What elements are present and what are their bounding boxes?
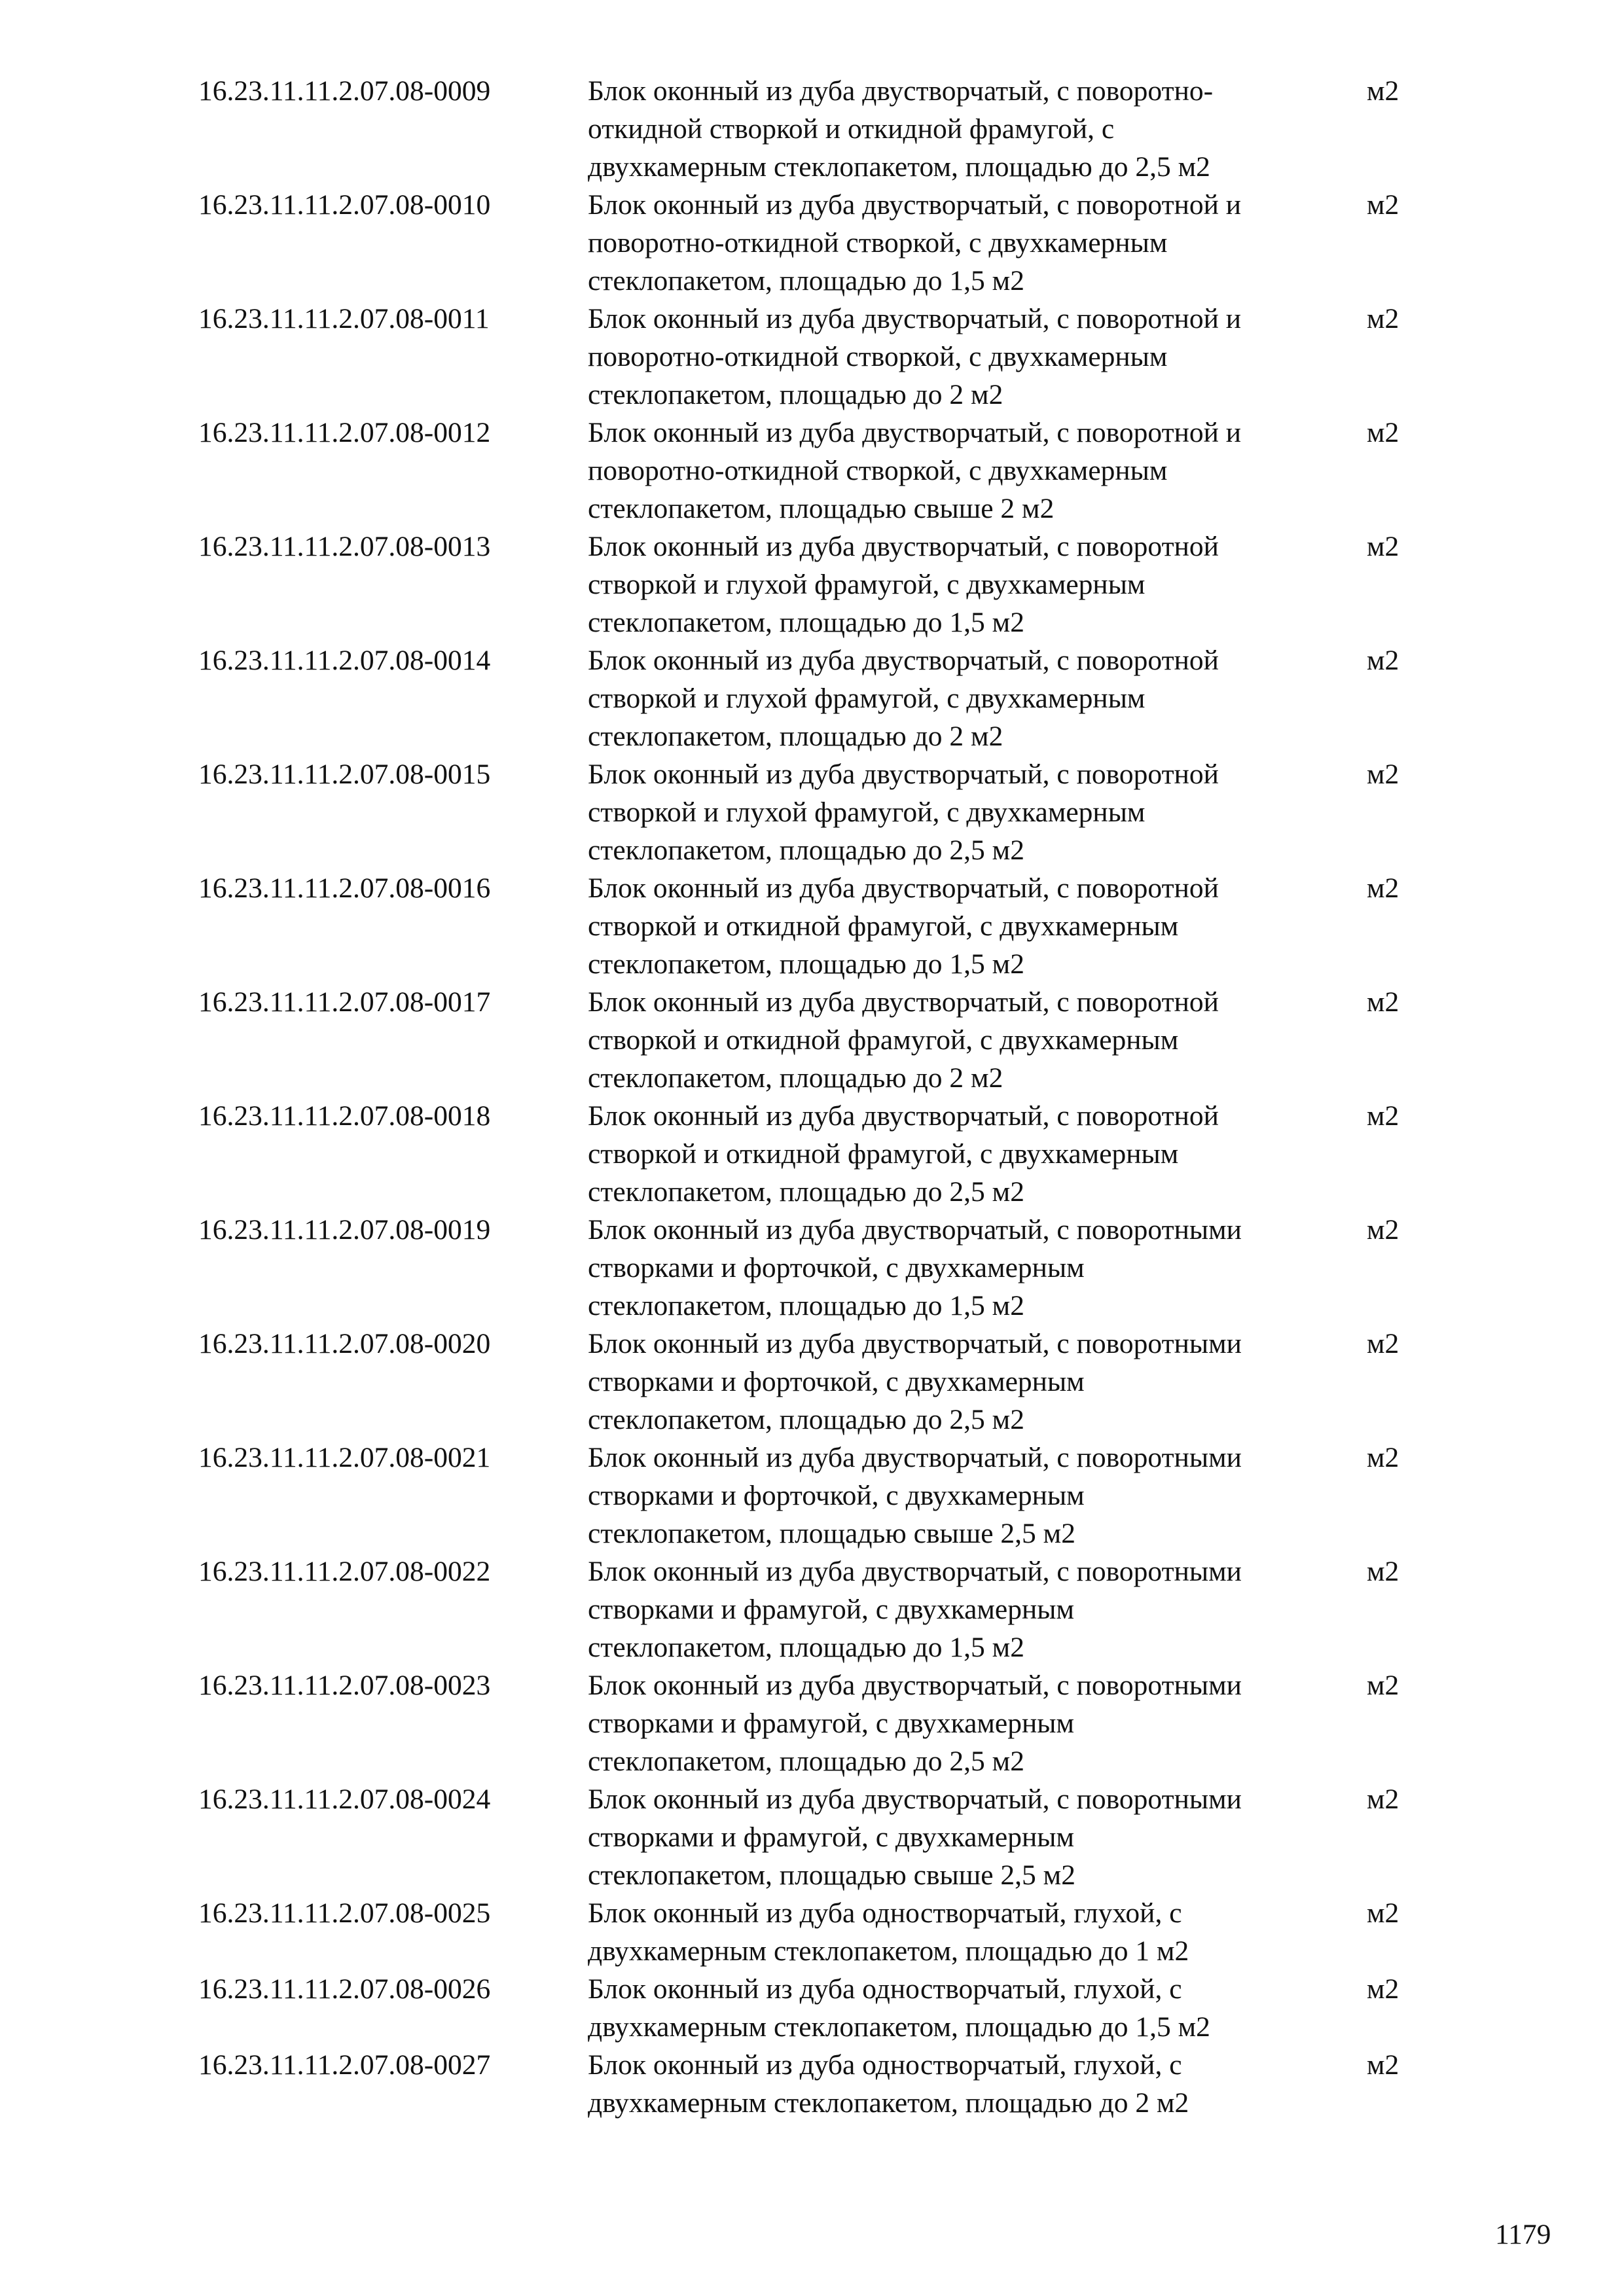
item-code: 16.23.11.11.2.07.08-0027 xyxy=(198,2049,491,2081)
description-line: стеклопакетом, площадью свыше 2 м2 xyxy=(588,493,1055,524)
table-row xyxy=(0,641,1624,755)
description-line: Блок оконный из дуба двустворчатый, с поворотной xyxy=(588,986,1219,1018)
item-code: 16.23.11.11.2.07.08-0013 xyxy=(198,531,491,562)
item-unit: м2 xyxy=(1367,759,1399,790)
description-line: стеклопакетом, площадью до 2 м2 xyxy=(588,721,1003,752)
description-line: двухкамерным стеклопакетом, площадью до 2,5 м2 xyxy=(588,151,1210,183)
description-line: створкой и глухой фрамугой, с двухкамерным xyxy=(588,683,1146,714)
item-code: 16.23.11.11.2.07.08-0026 xyxy=(198,1973,491,2005)
item-description xyxy=(588,528,1360,641)
item-description xyxy=(588,1894,1360,1970)
item-unit: м2 xyxy=(1367,872,1399,904)
item-code: 16.23.11.11.2.07.08-0017 xyxy=(198,986,491,1018)
item-unit: м2 xyxy=(1367,1100,1399,1132)
item-code: 16.23.11.11.2.07.08-0012 xyxy=(198,417,491,448)
table-row xyxy=(0,528,1624,641)
description-line: створкой и глухой фрамугой, с двухкамерным xyxy=(588,797,1146,828)
item-unit: м2 xyxy=(1367,986,1399,1018)
description-line: Блок оконный из дуба двустворчатый, с поворотной и xyxy=(588,303,1242,334)
item-unit: м2 xyxy=(1367,417,1399,448)
description-line: створками и форточкой, с двухкамерным xyxy=(588,1480,1085,1511)
item-unit: м2 xyxy=(1367,1556,1399,1587)
description-line: стеклопакетом, площадью до 1,5 м2 xyxy=(588,607,1024,638)
item-description xyxy=(588,1211,1360,1325)
table-row xyxy=(0,869,1624,983)
description-line: поворотно-откидной створкой, с двухкамерным xyxy=(588,227,1168,259)
table-row xyxy=(0,1439,1624,1552)
item-description xyxy=(588,1970,1360,2046)
item-unit: м2 xyxy=(1367,1328,1399,1359)
description-line: Блок оконный из дуба двустворчатый, с поворотными xyxy=(588,1784,1242,1815)
item-code: 16.23.11.11.2.07.08-0025 xyxy=(198,1897,491,1929)
description-line: стеклопакетом, площадью до 1,5 м2 xyxy=(588,1632,1024,1663)
description-line: Блок оконный из дуба двустворчатый, с поворотной xyxy=(588,531,1219,562)
item-code: 16.23.11.11.2.07.08-0015 xyxy=(198,759,491,790)
description-line: створками и форточкой, с двухкамерным xyxy=(588,1252,1085,1283)
item-code: 16.23.11.11.2.07.08-0020 xyxy=(198,1328,491,1359)
table-row xyxy=(0,186,1624,300)
description-line: створками и форточкой, с двухкамерным xyxy=(588,1366,1085,1397)
description-line: створкой и откидной фрамугой, с двухкамерным xyxy=(588,1138,1179,1170)
description-line: стеклопакетом, площадью до 2,5 м2 xyxy=(588,1746,1024,1777)
table-row xyxy=(0,1211,1624,1325)
item-unit: м2 xyxy=(1367,1973,1399,2005)
item-code: 16.23.11.11.2.07.08-0024 xyxy=(198,1784,491,1815)
description-line: стеклопакетом, площадью до 1,5 м2 xyxy=(588,948,1024,980)
description-line: створкой и откидной фрамугой, с двухкамерным xyxy=(588,1024,1179,1056)
item-unit: м2 xyxy=(1367,1670,1399,1701)
item-code: 16.23.11.11.2.07.08-0010 xyxy=(198,189,491,221)
item-description xyxy=(588,1439,1360,1552)
item-description xyxy=(588,186,1360,300)
item-description xyxy=(588,1780,1360,1894)
description-line: поворотно-откидной створкой, с двухкамерным xyxy=(588,341,1168,372)
table-row xyxy=(0,1666,1624,1780)
table-row xyxy=(0,983,1624,1097)
description-line: Блок оконный из дуба одностворчатый, глухой, с xyxy=(588,2049,1182,2081)
description-line: откидной створкой и откидной фрамугой, с xyxy=(588,113,1115,145)
description-line: створками и фрамугой, с двухкамерным xyxy=(588,1594,1075,1625)
description-line: Блок оконный из дуба двустворчатый, с поворотными xyxy=(588,1214,1242,1246)
item-description xyxy=(588,869,1360,983)
item-code: 16.23.11.11.2.07.08-0018 xyxy=(198,1100,491,1132)
description-line: стеклопакетом, площадью до 1,5 м2 xyxy=(588,1290,1024,1321)
description-line: створкой и глухой фрамугой, с двухкамерным xyxy=(588,569,1146,600)
description-line: Блок оконный из дуба двустворчатый, с поворотно- xyxy=(588,75,1214,107)
description-line: стеклопакетом, площадью свыше 2,5 м2 xyxy=(588,1859,1075,1891)
table-row xyxy=(0,1325,1624,1439)
item-code: 16.23.11.11.2.07.08-0019 xyxy=(198,1214,491,1246)
table-row xyxy=(0,1970,1624,2046)
price-list-table xyxy=(0,72,1624,2122)
item-unit: м2 xyxy=(1367,645,1399,676)
item-description xyxy=(588,1097,1360,1211)
item-unit: м2 xyxy=(1367,1897,1399,1929)
description-line: стеклопакетом, площадью до 2,5 м2 xyxy=(588,834,1024,866)
description-line: стеклопакетом, площадью до 2,5 м2 xyxy=(588,1176,1024,1208)
item-description xyxy=(588,1325,1360,1439)
description-line: створкой и откидной фрамугой, с двухкамерным xyxy=(588,910,1179,942)
description-line: Блок оконный из дуба двустворчатый, с поворотной xyxy=(588,759,1219,790)
table-row xyxy=(0,2046,1624,2122)
description-line: Блок оконный из дуба двустворчатый, с поворотной и xyxy=(588,417,1242,448)
description-line: двухкамерным стеклопакетом, площадью до 2 м2 xyxy=(588,2087,1189,2119)
item-description xyxy=(588,2046,1360,2122)
item-unit: м2 xyxy=(1367,189,1399,221)
table-row xyxy=(0,1097,1624,1211)
description-line: створками и фрамугой, с двухкамерным xyxy=(588,1708,1075,1739)
description-line: Блок оконный из дуба двустворчатый, с поворотной и xyxy=(588,189,1242,221)
table-row xyxy=(0,1894,1624,1970)
item-unit: м2 xyxy=(1367,1784,1399,1815)
description-line: Блок оконный из дуба двустворчатый, с поворотными xyxy=(588,1442,1242,1473)
description-line: Блок оконный из дуба двустворчатый, с поворотной xyxy=(588,645,1219,676)
item-code: 16.23.11.11.2.07.08-0022 xyxy=(198,1556,491,1587)
description-line: поворотно-откидной створкой, с двухкамерным xyxy=(588,455,1168,486)
item-description xyxy=(588,755,1360,869)
description-line: Блок оконный из дуба двустворчатый, с поворотными xyxy=(588,1556,1242,1587)
item-code: 16.23.11.11.2.07.08-0009 xyxy=(198,75,491,107)
table-row xyxy=(0,414,1624,528)
description-line: створками и фрамугой, с двухкамерным xyxy=(588,1821,1075,1853)
item-unit: м2 xyxy=(1367,1442,1399,1473)
item-unit: м2 xyxy=(1367,303,1399,334)
item-description xyxy=(588,1552,1360,1666)
description-line: двухкамерным стеклопакетом, площадью до 1,5 м2 xyxy=(588,2011,1210,2043)
table-row xyxy=(0,72,1624,186)
item-description xyxy=(588,414,1360,528)
item-code: 16.23.11.11.2.07.08-0023 xyxy=(198,1670,491,1701)
description-line: стеклопакетом, площадью до 2,5 м2 xyxy=(588,1404,1024,1435)
description-line: стеклопакетом, площадью до 1,5 м2 xyxy=(588,265,1024,296)
table-row xyxy=(0,1780,1624,1894)
item-description xyxy=(588,1666,1360,1780)
description-line: Блок оконный из дуба одностворчатый, глухой, с xyxy=(588,1897,1182,1929)
item-unit: м2 xyxy=(1367,2049,1399,2081)
description-line: двухкамерным стеклопакетом, площадью до 1 м2 xyxy=(588,1935,1189,1967)
item-description xyxy=(588,641,1360,755)
page-number: 1179 xyxy=(1495,2219,1551,2250)
table-row xyxy=(0,755,1624,869)
item-description xyxy=(588,72,1360,186)
description-line: стеклопакетом, площадью до 2 м2 xyxy=(588,1062,1003,1094)
item-description xyxy=(588,300,1360,414)
description-line: Блок оконный из дуба двустворчатый, с поворотной xyxy=(588,872,1219,904)
item-code: 16.23.11.11.2.07.08-0014 xyxy=(198,645,491,676)
item-code: 16.23.11.11.2.07.08-0016 xyxy=(198,872,491,904)
table-row xyxy=(0,1552,1624,1666)
description-line: Блок оконный из дуба двустворчатый, с поворотными xyxy=(588,1670,1242,1701)
description-line: стеклопакетом, площадью до 2 м2 xyxy=(588,379,1003,410)
description-line: стеклопакетом, площадью свыше 2,5 м2 xyxy=(588,1518,1075,1549)
item-code: 16.23.11.11.2.07.08-0021 xyxy=(198,1442,491,1473)
item-unit: м2 xyxy=(1367,531,1399,562)
description-line: Блок оконный из дуба одностворчатый, глухой, с xyxy=(588,1973,1182,2005)
item-unit: м2 xyxy=(1367,75,1399,107)
table-row xyxy=(0,300,1624,414)
item-description xyxy=(588,983,1360,1097)
description-line: Блок оконный из дуба двустворчатый, с поворотной xyxy=(588,1100,1219,1132)
description-line: Блок оконный из дуба двустворчатый, с поворотными xyxy=(588,1328,1242,1359)
item-code: 16.23.11.11.2.07.08-0011 xyxy=(198,303,490,334)
item-unit: м2 xyxy=(1367,1214,1399,1246)
